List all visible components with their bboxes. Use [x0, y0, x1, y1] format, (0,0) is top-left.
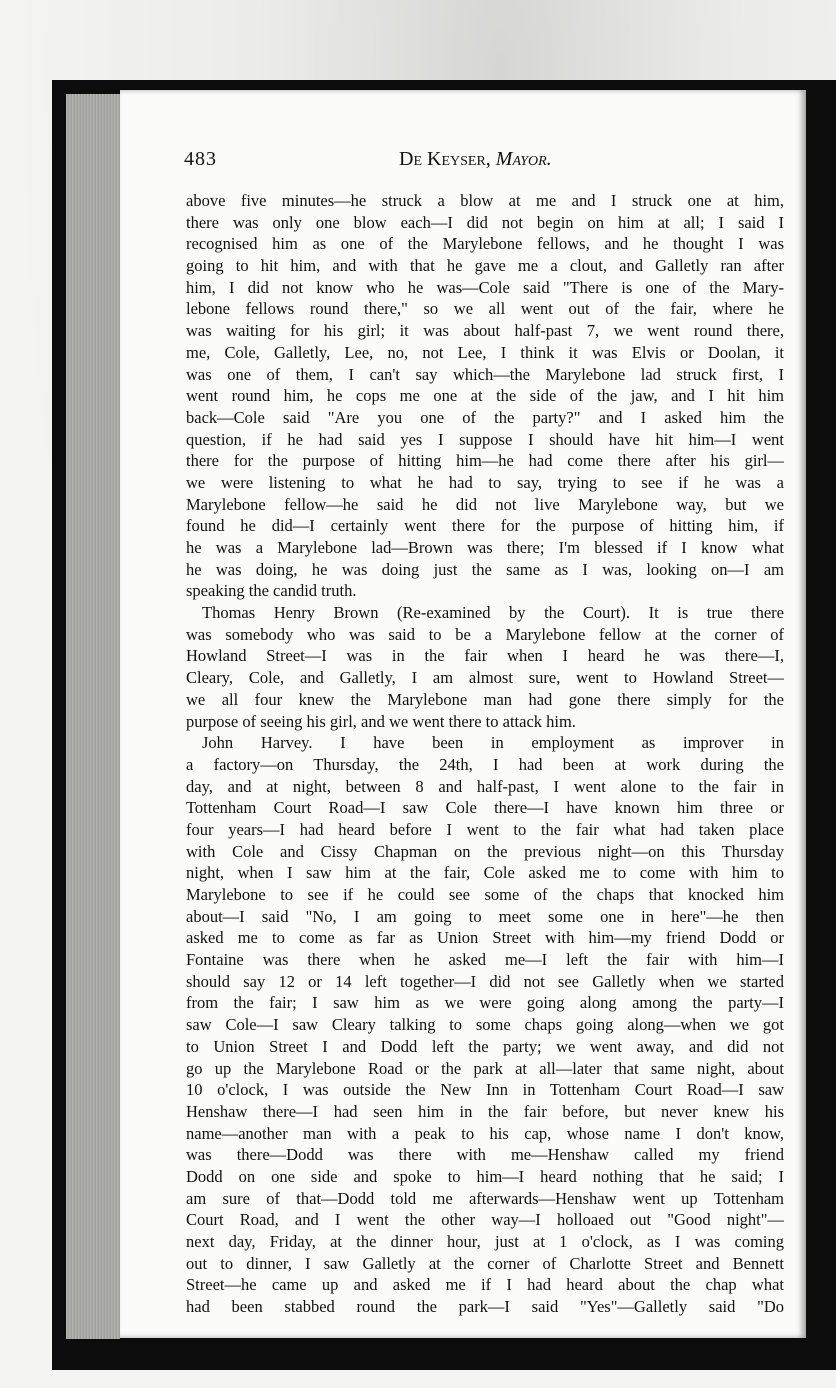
- text-line: Fontaine was there when he asked me—I left the fair with him—I: [186, 950, 784, 970]
- text-line: Marylebone to see if he could see some of the chaps that knocked him: [186, 885, 784, 904]
- text-line: Henshaw there—I had seen him in the fair before, but never knew his: [186, 1101, 784, 1121]
- text-line: had been stabbed round the park—I said "Yes"—Galletly said "Do: [186, 1297, 784, 1317]
- text-line: was there—Dodd was there with me—Henshaw called my friend: [186, 1145, 784, 1165]
- text-line: out to dinner, I saw Galletly at the corner of Charlotte Street and Bennett: [186, 1253, 784, 1273]
- text-line: 10 o'clock, I was outside the New Inn in Tottenham Court Road—I saw: [186, 1080, 784, 1100]
- text-line: we were listening to what he had to say, trying to see if he was a: [186, 472, 784, 492]
- text-line: went round him, he cops me one at the side of the jaw, and I hit him: [186, 386, 784, 406]
- running-head-title: Mayor.: [495, 148, 552, 170]
- text-line: above five minutes—he struck a blow at me and I struck one at him,: [186, 191, 784, 210]
- page-header: [184, 148, 794, 178]
- running-head-name: De Keyser,: [399, 148, 491, 170]
- body-text: [186, 190, 784, 1318]
- text-line: there was only one blow each—I did not begin on him at all; I said I: [186, 212, 784, 232]
- text-line: Marylebone fellow—he said he did not live Marylebone way, but we: [186, 494, 784, 514]
- text-line: was somebody who was said to be a Marylebone fellow at the corner of: [186, 624, 784, 644]
- text-line: lebone fellows round there," so we all went out of the fair, where he: [186, 299, 784, 319]
- text-line: Howland Street—I was in the fair when I heard he was there—I,: [186, 646, 784, 666]
- text-line: a factory—on Thursday, the 24th, I had been at work during the: [186, 754, 784, 774]
- text-line: name—another man with a peak to his cap, whose name I don't know,: [186, 1123, 784, 1143]
- text-line: with Cole and Cissy Chapman on the previous night—on this Thursday: [186, 841, 784, 861]
- text-line: Cleary, Cole, and Galletly, I am almost sure, went to Howland Street—: [186, 668, 784, 688]
- text-line: asked me to come as far as Union Street with him—my friend Dodd or: [186, 928, 784, 948]
- text-line: going to hit him, and with that he gave me a clout, and Galletly ran after: [186, 256, 784, 276]
- text-line: night, when I saw him at the fair, Cole asked me to come with him to: [186, 863, 784, 883]
- page-number: 483: [184, 148, 217, 170]
- text-line: recognised him as one of the Marylebone fellows, and he thought I was: [186, 234, 784, 254]
- text-line: purpose of seeing his girl, and we went there to attack him.: [186, 711, 576, 731]
- text-line: Street—he came up and asked me if I had heard about the chap what: [186, 1275, 784, 1295]
- text-line: go up the Marylebone Road or the park at all—later that same night, about: [186, 1058, 784, 1078]
- text-line: Tottenham Court Road—I saw Cole there—I have known him three or: [186, 798, 784, 818]
- text-line: Dodd on one side and spoke to him—I heard nothing that he said; I: [186, 1166, 784, 1186]
- text-line: about—I said "No, I am going to meet some one in here"—he then: [186, 906, 784, 926]
- running-head: [399, 148, 552, 171]
- text-line: was waiting for his girl; it was about half-past 7, we went round there,: [186, 321, 784, 341]
- text-line: me, Cole, Galletly, Lee, no, not Lee, I think it was Elvis or Doolan, it: [186, 342, 784, 362]
- text-line: four years—I had heard before I went to the fair what had taken place: [186, 819, 784, 839]
- text-line: Thomas Henry Brown (Re-examined by the Court). It is true there: [202, 603, 784, 623]
- text-line: him, I did not know who he was—Cole said "There is one of the Mary-: [186, 277, 784, 297]
- text-line: am sure of that—Dodd told me afterwards—Henshaw went up Tottenham: [186, 1188, 784, 1208]
- text-line: speaking the candid truth.: [186, 581, 357, 601]
- text-line: day, and at night, between 8 and half-past, I went alone to the fair in: [186, 776, 784, 796]
- text-line: he was doing, he was doing just the same as I was, looking on—I am: [186, 559, 784, 579]
- text-line: should say 12 or 14 left together—I did not see Galletly when we started: [186, 971, 784, 991]
- text-line: found he did—I certainly went there for the purpose of hitting him, if: [186, 516, 784, 536]
- text-line: from the fair; I saw him as we were going along among the party—I: [186, 993, 784, 1013]
- text-line: question, if he had said yes I suppose I should have hit him—I went: [186, 429, 784, 449]
- text-line: back—Cole said "Are you one of the party?" and I asked him the: [186, 407, 784, 427]
- text-line: we all four knew the Marylebone man had gone there simply for the: [186, 689, 784, 709]
- text-line: next day, Friday, at the dinner hour, just at 1 o'clock, as I was coming: [186, 1232, 784, 1251]
- text-line: saw Cole—I saw Cleary talking to some chaps going along—when we got: [186, 1015, 784, 1035]
- text-line: was one of them, I can't say which—the Marylebone lad struck first, I: [186, 364, 784, 384]
- text-line: John Harvey. I have been in employment as improver in: [202, 733, 784, 753]
- text-line: there for the purpose of hitting him—he had come there after his girl—: [186, 451, 784, 471]
- text-line: he was a Marylebone lad—Brown was there; I'm blessed if I know what: [186, 538, 784, 557]
- text-line: to Union Street I and Dodd left the party; we went away, and did not: [186, 1036, 784, 1056]
- text-line: Court Road, and I went the other way—I holloaed out "Good night"—: [186, 1210, 784, 1230]
- page-edges: [66, 94, 120, 1339]
